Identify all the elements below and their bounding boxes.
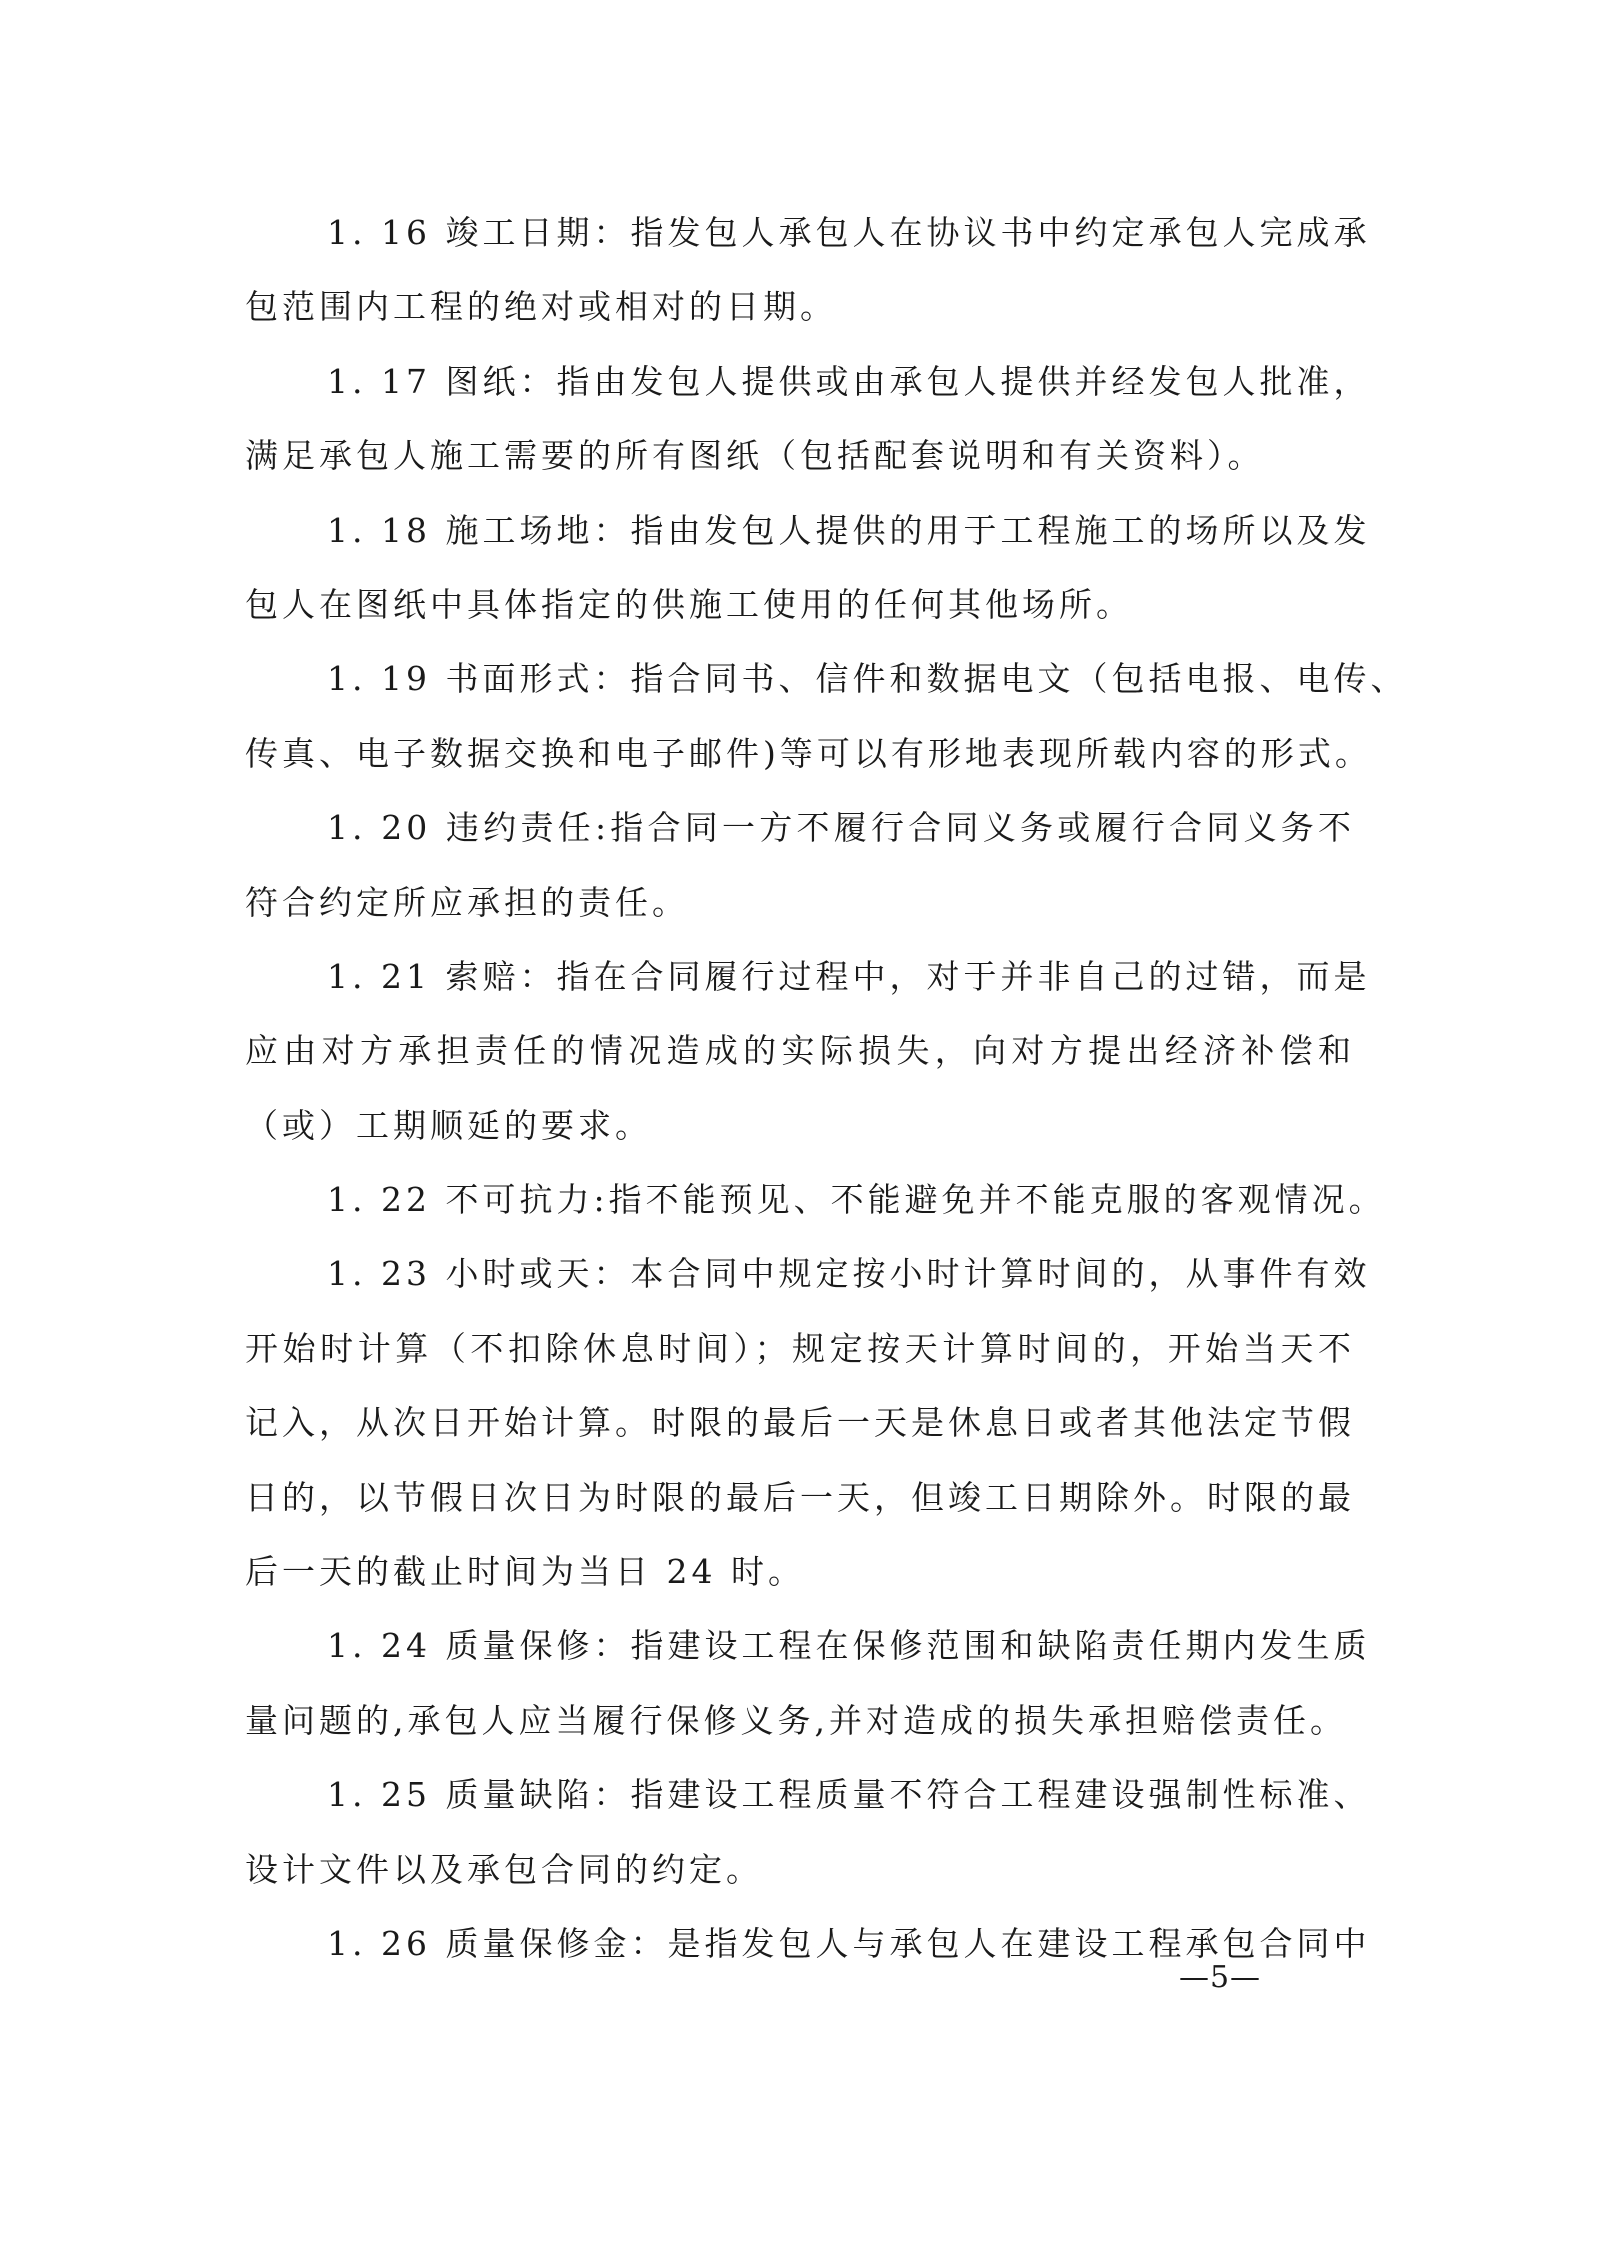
clause-paragraph <box>245 196 1371 345</box>
text-line: 1. 26 质量保修金：是指发包人与承包人在建设工程承包合同中 <box>327 1923 1371 1963</box>
text-line: （或）工期顺延的要求。 <box>245 1105 652 1145</box>
clause-paragraph <box>245 494 1371 643</box>
body-text <box>245 196 1408 1981</box>
clause-paragraph <box>245 940 1371 1163</box>
text-line: 应由对方承担责任的情况造成的实际损失，向对方提出经济补偿和 <box>245 1031 1355 1071</box>
text-line: 量问题的,承包人应当履行保修义务,并对造成的损失承担赔偿责任。 <box>245 1700 1347 1740</box>
text-line: 符合约定所应承担的责任。 <box>245 882 689 922</box>
text-line: 满足承包人施工需要的所有图纸（包括配套说明和有关资料）。 <box>245 436 1265 476</box>
clause-paragraph <box>245 791 1355 940</box>
text-line: 后一天的截止时间为当日 24 时。 <box>245 1552 805 1592</box>
clause-paragraph <box>245 1758 1371 1907</box>
clause-paragraph <box>245 1237 1371 1609</box>
text-line: 日的，以节假日次日为时限的最后一天，但竣工日期除外。时限的最 <box>245 1477 1355 1517</box>
clause-paragraph <box>245 1163 1386 1237</box>
clause-paragraph <box>245 642 1408 791</box>
clause-paragraph <box>245 345 1371 494</box>
text-line: 1. 20 违约责任:指合同一方不履行合同义务或履行合同义务不 <box>327 808 1355 848</box>
text-line: 1. 22 不可抗力:指不能预见、不能避免并不能克服的客观情况。 <box>327 1180 1386 1220</box>
text-line: 1. 25 质量缺陷：指建设工程质量不符合工程建设强制性标准、 <box>327 1775 1371 1815</box>
text-line: 记入，从次日开始计算。时限的最后一天是休息日或者其他法定节假 <box>245 1403 1355 1443</box>
text-line: 包人在图纸中具体指定的供施工使用的任何其他场所。 <box>245 584 1133 624</box>
page-number: —5— <box>1178 1960 1262 1995</box>
text-line: 1. 19 书面形式：指合同书、信件和数据电文（包括电报、电传、 <box>327 659 1408 699</box>
clause-paragraph <box>245 1609 1371 1758</box>
text-line: 包范围内工程的绝对或相对的日期。 <box>245 287 837 327</box>
text-line: 1. 23 小时或天：本合同中规定按小时计算时间的，从事件有效 <box>327 1254 1371 1294</box>
text-line: 1. 24 质量保修：指建设工程在保修范围和缺陷责任期内发生质 <box>327 1626 1371 1666</box>
text-line: 1. 21 索赔：指在合同履行过程中，对于并非自己的过错，而是 <box>327 956 1371 996</box>
text-line: 传真、电子数据交换和电子邮件)等可以有形地表现所载内容的形式。 <box>245 733 1372 773</box>
text-line: 开始时计算（不扣除休息时间）；规定按天计算时间的，开始当天不 <box>245 1328 1355 1368</box>
text-line: 设计文件以及承包合同的约定。 <box>245 1849 763 1889</box>
text-line: 1. 16 竣工日期：指发包人承包人在协议书中约定承包人完成承 <box>327 213 1371 252</box>
text-line: 1. 17 图纸：指由发包人提供或由承包人提供并经发包人批准， <box>327 361 1371 401</box>
text-line: 1. 18 施工场地：指由发包人提供的用于工程施工的场所以及发 <box>327 510 1371 550</box>
